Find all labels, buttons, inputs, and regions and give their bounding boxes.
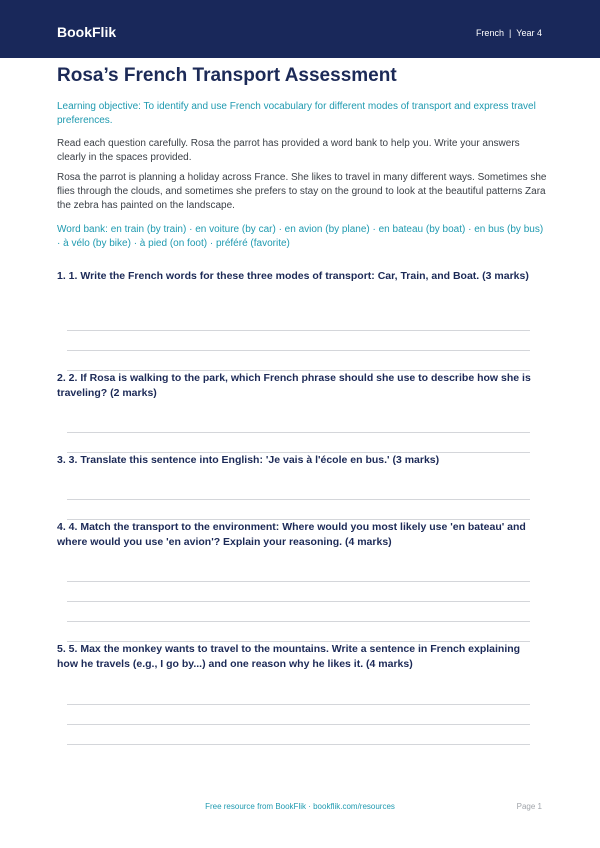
question-2: 2. 2. If Rosa is walking to the park, which French phrase should she use to describe how she is traveling? (2 marks)	[57, 372, 531, 399]
answer-line[interactable]	[67, 621, 530, 622]
subject-year-label	[476, 28, 542, 38]
year-label: Year 4	[516, 28, 542, 38]
answer-line[interactable]	[67, 724, 530, 725]
brand-logo: BookFlik	[57, 24, 117, 40]
question-3: 3. 3. Translate this sentence into English: 'Je vais à l'école en bus.' (3 marks)	[57, 454, 440, 466]
page-title: Rosa’s French Transport Assessment	[57, 65, 397, 86]
answer-line[interactable]	[67, 350, 530, 351]
instructions-text: Read each question carefully. Rosa the parrot has provided a word bank to help you. Write your answers clearly in the spaces provided.	[57, 138, 520, 163]
question-1: 1. 1. Write the French words for these three modes of transport: Car, Train, and Boat. (3 marks)	[57, 270, 529, 282]
answer-line[interactable]	[67, 601, 530, 602]
question-4: 4. 4. Match the transport to the environment: Where would you most likely use 'en bateau' and where would you use 'en avion'? Explain your reasoning. (4 marks)	[57, 521, 526, 548]
answer-line[interactable]	[67, 744, 530, 745]
word-bank: Word bank: en train (by train) · en voiture (by car) · en avion (by plane) · en bateau (by boat) · en bus (by bus) · à vélo (by bike) · à pied (on foot) · préféré (favorite)	[57, 224, 544, 249]
answer-line[interactable]	[67, 499, 530, 500]
footer-credit: Free resource from BookFlik · bookflik.com/resources	[205, 802, 395, 811]
answer-line[interactable]	[67, 330, 530, 331]
learning-objective: Learning objective: To identify and use French vocabulary for different modes of transport and express travel preferences.	[57, 101, 536, 126]
question-5: 5. 5. Max the monkey wants to travel to the mountains. Write a sentence in French explaining how he travels (e.g., I go by...) and one reason why he likes it. (4 marks)	[57, 643, 521, 670]
answer-line[interactable]	[67, 432, 530, 433]
page-number: Page 1	[516, 802, 542, 811]
answer-line[interactable]	[67, 581, 530, 582]
subject-label: French	[475, 28, 504, 38]
story-text: Rosa the parrot is planning a holiday across France. She likes to travel in many different ways. Sometimes she flies through the clouds, and sometimes she prefers to stay on the ground to look at the beautiful patterns Zara the zebra has painted on the landscape.	[57, 172, 547, 211]
answer-line[interactable]	[67, 704, 530, 705]
header-bar	[0, 0, 600, 58]
meta-separator: |	[508, 28, 512, 38]
